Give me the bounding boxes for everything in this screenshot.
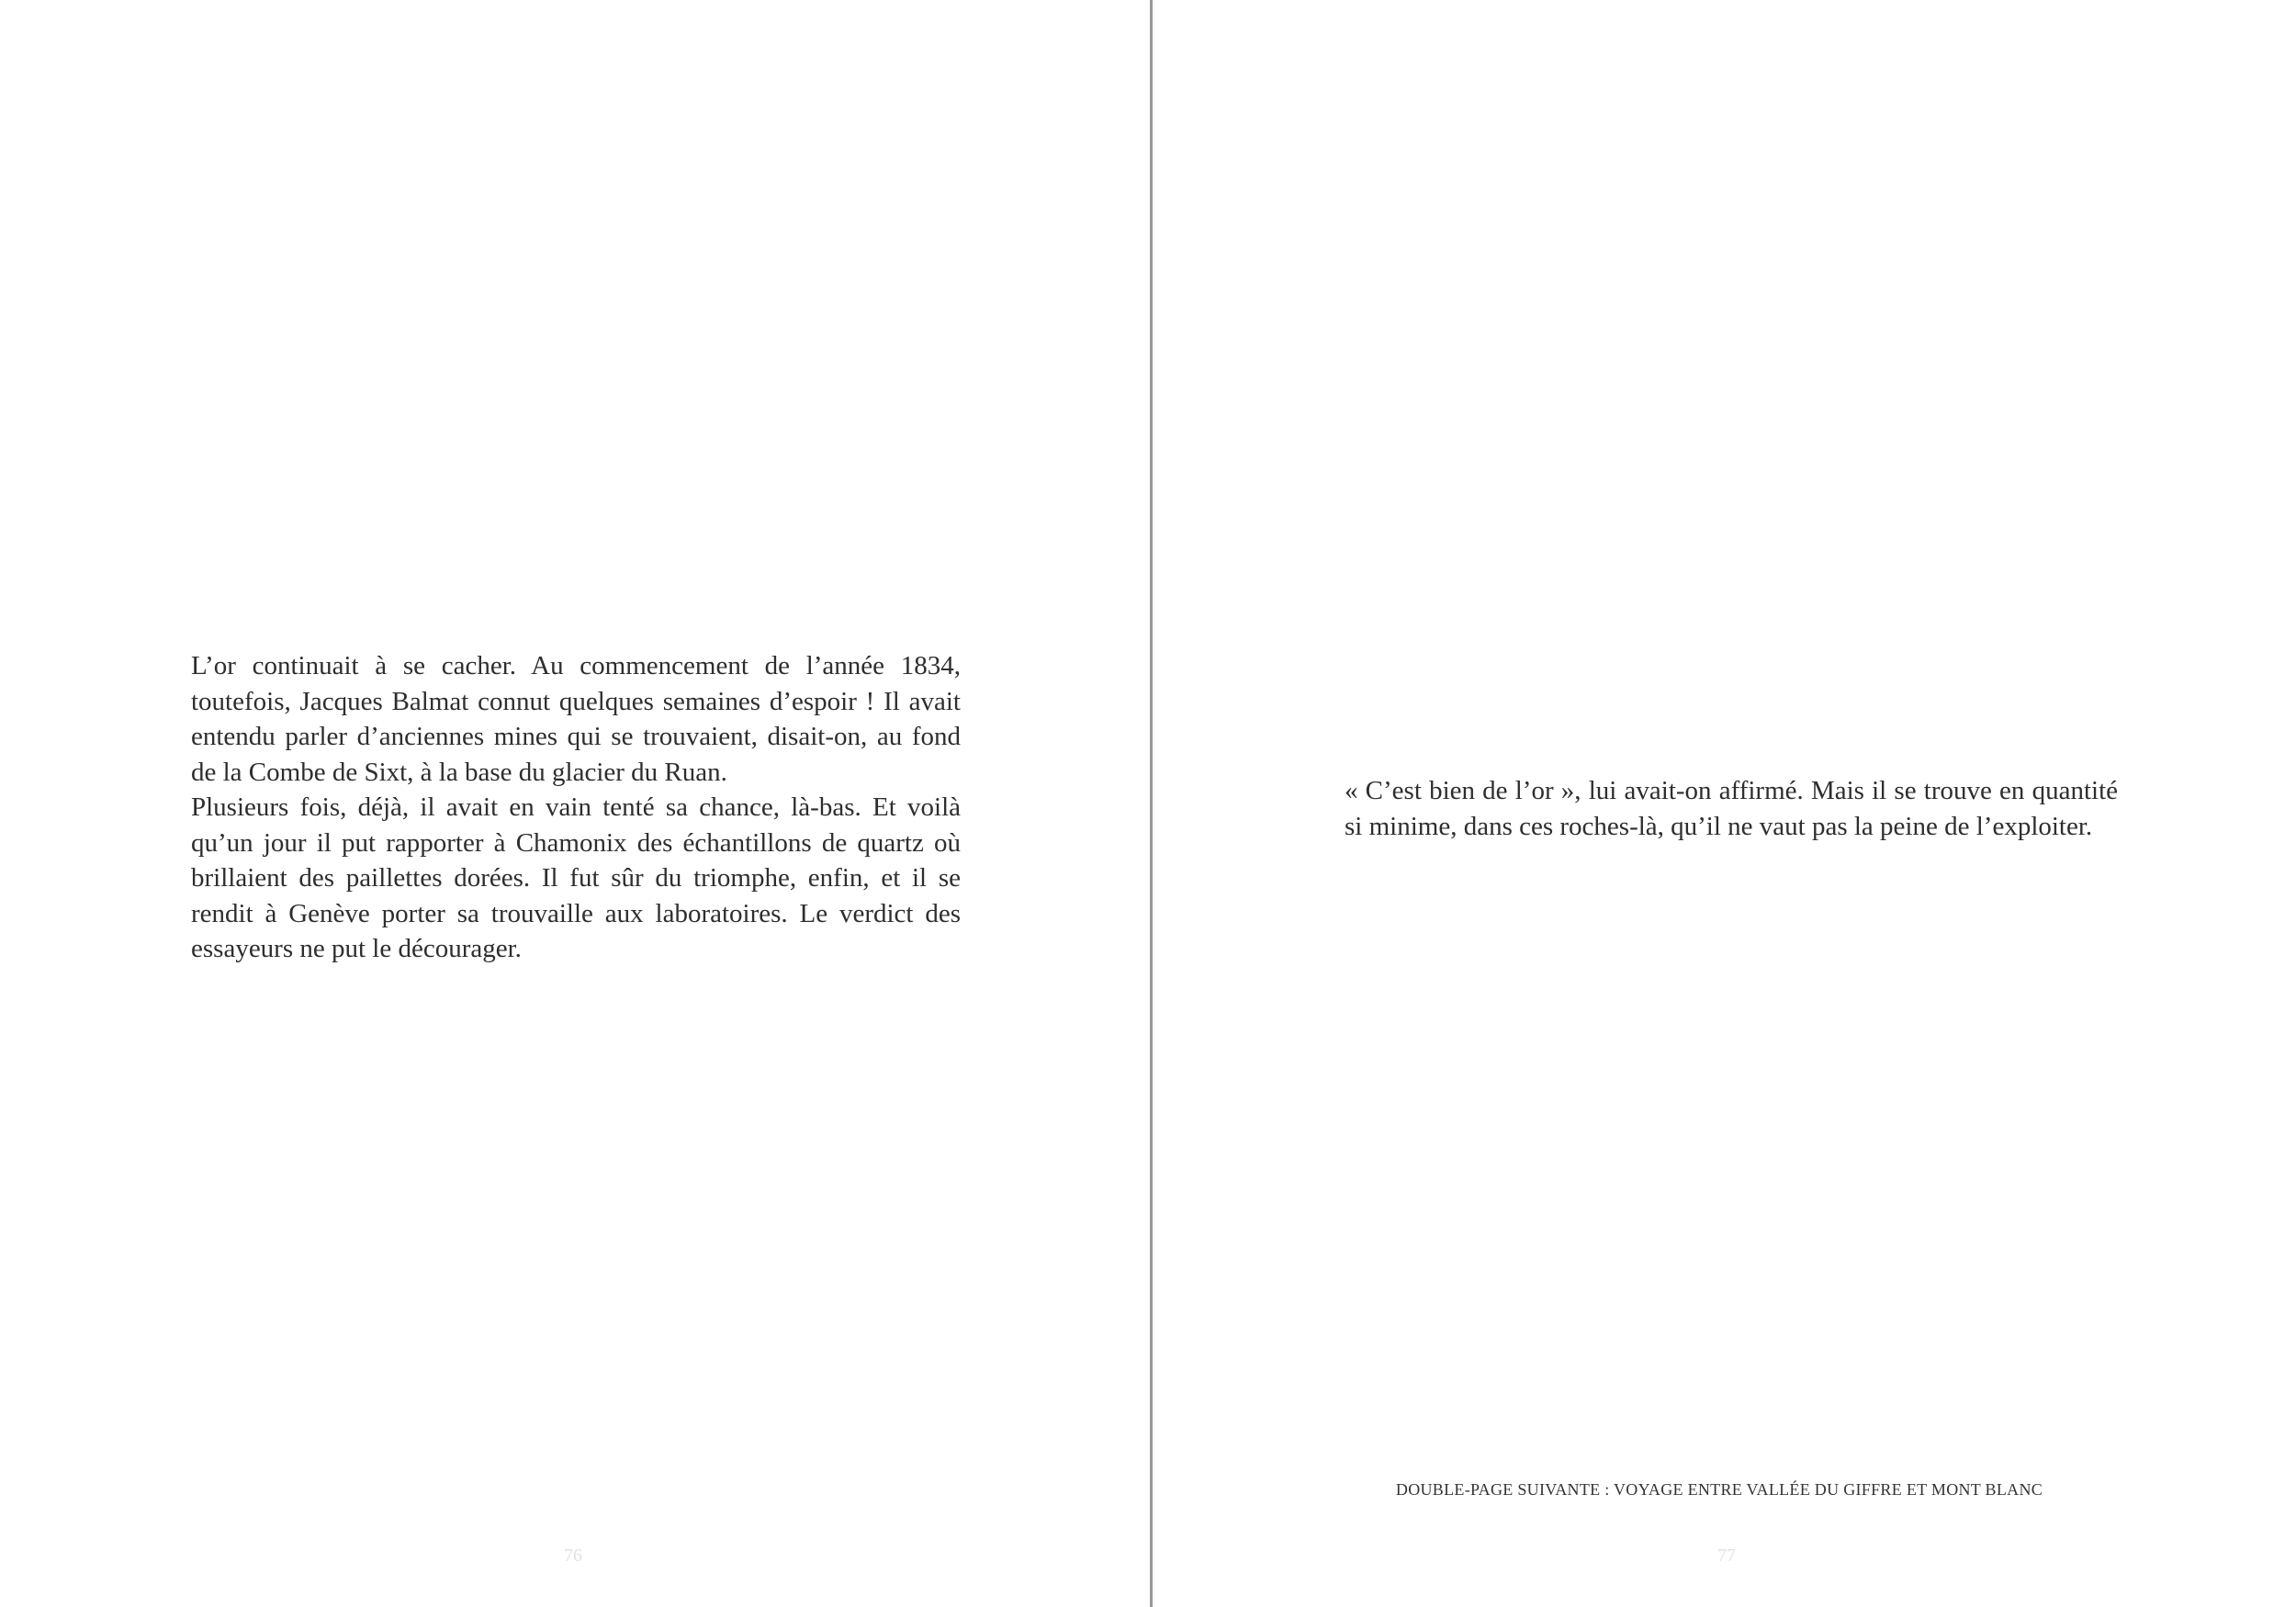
page-number: 77: [1717, 1545, 1736, 1566]
right-page-body: [1345, 773, 2118, 844]
next-spread-caption: DOUBLE-PAGE SUIVANTE : VOYAGE ENTRE VALLÉE DU GIFFRE ET MONT BLANC: [1395, 1480, 2043, 1499]
page-number: 76: [564, 1545, 582, 1566]
gutter-divider: [1150, 0, 1153, 1607]
right-page: [1154, 0, 2296, 1607]
body-paragraph: Plusieurs fois, déjà, il avait en vain tenté sa chance, là-bas. Et voilà qu’un jour il put rapporter à Chamonix des échantillons de quartz où brillaient des paillettes dorées. Il fut sûr du triomphe, enfin, et il se rendit à Genève porter sa trouvaille aux laboratoires. Le verdict des essayeurs ne put le décourager.: [191, 792, 961, 963]
body-paragraph: « C’est bien de l’or », lui avait-on affirmé. Mais il se trouve en quantité si minime, dans ces roches-là, qu’il ne vaut pas la peine de l’exploiter.: [1345, 776, 2118, 841]
body-paragraph: L’or continuait à se cacher. Au commencement de l’année 1834, toutefois, Jacques Balmat connut quelques semaines d’espoir ! Il avait entendu parler d’anciennes mines qui se trouvaient, disait-on, au fond de la Combe de Sixt, à la base du glacier du Ruan.: [191, 651, 961, 787]
left-page-body: [191, 648, 961, 967]
